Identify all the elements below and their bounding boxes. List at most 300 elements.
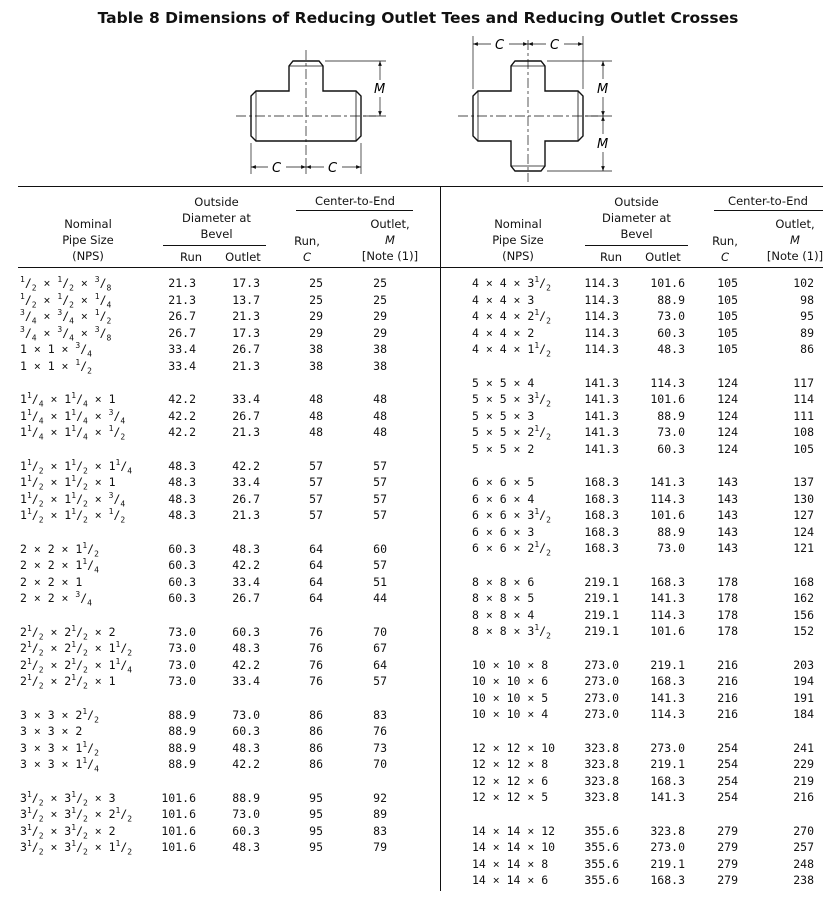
right-cell-outlet: 73.0 (657, 541, 685, 555)
left-cell-c: 48 (309, 425, 323, 439)
left-cell-nps: $1^1/_2 \times 1^1/_2 \times 1$ (20, 474, 116, 492)
right-cell-nps: $5 \times 5 \times 2^1/_2$ (472, 424, 551, 442)
right-cell-nps: 12 × 12 × 8 (472, 757, 549, 771)
left-cell-run: 60.3 (168, 591, 196, 605)
left-cell-run: 26.7 (168, 309, 196, 323)
left-cell-m: 51 (373, 574, 387, 589)
right-cell-nps: $6 \times 6 \times 3^1/_2$ (472, 507, 551, 525)
right-cell-outlet: 88.9 (657, 408, 685, 423)
right-cell-m: 98 (800, 292, 814, 307)
right-cell-nps: $4 \times 4 \times 2^1/_2$ (472, 308, 551, 326)
left-cell-m: 67 (373, 641, 387, 655)
table-row (0, 657, 836, 674)
left-cell-c: 64 (309, 541, 323, 556)
left-cell-run: 42.2 (168, 392, 196, 406)
left-cell-nps: $2 \times 2 \times 1^1/_2$ (20, 540, 99, 558)
left-cell-run: 73.0 (168, 641, 196, 655)
left-cell-outlet: 13.7 (232, 292, 260, 307)
right-cell-m: 238 (793, 873, 814, 887)
right-cell-run: 141.3 (584, 408, 619, 423)
left-cell-m: 38 (373, 358, 387, 373)
table-row (0, 856, 836, 873)
table-row (0, 640, 836, 657)
left-cell-outlet: 73.0 (232, 807, 260, 821)
left-cell-m: 79 (373, 840, 387, 854)
left-cell-nps: $2^1/_2 \times 2^1/_2 \times 2$ (20, 623, 116, 641)
left-cell-m: 60 (373, 541, 387, 556)
left-cell-outlet: 48.3 (232, 840, 260, 854)
left-cell-outlet: 33.4 (232, 475, 260, 489)
right-cell-m: 95 (800, 309, 814, 323)
table-row (0, 441, 836, 458)
table-row (0, 325, 836, 342)
left-cell-outlet: 21.3 (232, 425, 260, 439)
right-cell-outlet: 114.3 (650, 375, 685, 390)
right-cell-m: 219 (793, 773, 814, 788)
left-cell-run: 33.4 (168, 358, 196, 373)
right-cell-m: 108 (793, 425, 814, 439)
right-cell-run: 219.1 (584, 607, 619, 622)
right-cell-outlet: 141.3 (650, 690, 685, 705)
right-cell-outlet: 88.9 (657, 292, 685, 307)
left-cell-m: 48 (373, 408, 387, 423)
right-cell-c: 178 (717, 607, 738, 622)
right-cell-outlet: 141.3 (650, 475, 685, 489)
cross-label-m1: M (597, 82, 609, 97)
left-cell-nps: $1^1/_4 \times 1^1/_4 \times ^3/_4$ (20, 407, 126, 425)
right-cell-outlet: 168.3 (650, 674, 685, 688)
right-cell-nps: 8 × 8 × 6 (472, 574, 535, 589)
right-cell-nps: $8 \times 8 \times 3^1/_2$ (472, 623, 551, 641)
left-cell-m: 38 (373, 342, 387, 356)
left-cell-m: 89 (373, 807, 387, 821)
right-cell-run: 114.3 (584, 276, 619, 290)
left-cell-outlet: 17.3 (232, 276, 260, 290)
right-header-run-c: Run, C (712, 234, 738, 264)
right-cell-outlet: 219.1 (650, 757, 685, 771)
right-cell-outlet: 101.6 (650, 392, 685, 406)
right-cell-m: 241 (793, 740, 814, 755)
left-cell-outlet: 21.3 (232, 309, 260, 323)
left-cell-m: 70 (373, 624, 387, 639)
left-cell-c: 86 (309, 757, 323, 771)
right-cell-m: 257 (793, 840, 814, 854)
left-cell-nps: $^3/_4 \times ^3/_4 \times ^3/_8$ (20, 324, 112, 342)
right-cell-nps: 8 × 8 × 5 (472, 591, 535, 605)
right-cell-nps: 5 × 5 × 4 (472, 375, 535, 390)
right-cell-c: 254 (717, 740, 738, 755)
left-cell-run: 21.3 (168, 276, 196, 290)
right-cell-outlet: 219.1 (650, 856, 685, 871)
left-cell-run: 88.9 (168, 757, 196, 771)
left-cell-outlet: 26.7 (232, 591, 260, 605)
table-row (0, 756, 836, 773)
left-cell-c: 64 (309, 574, 323, 589)
left-cell-nps: 3 × 3 × 2 (20, 724, 83, 738)
right-cell-m: 152 (793, 624, 814, 638)
left-cell-nps: $2 \times 2 \times 1^1/_4$ (20, 557, 99, 575)
left-cell-run: 88.9 (168, 707, 196, 722)
left-cell-run: 48.3 (168, 508, 196, 522)
right-cell-outlet: 101.6 (650, 508, 685, 522)
right-cell-run: 141.3 (584, 441, 619, 456)
left-header-cte: Center-to-End (315, 194, 395, 208)
left-cell-m: 57 (373, 674, 387, 688)
right-cell-outlet: 168.3 (650, 574, 685, 589)
right-cell-c: 254 (717, 773, 738, 788)
right-cell-nps: 10 × 10 × 5 (472, 690, 549, 705)
table-row (0, 424, 836, 441)
left-cell-run: 101.6 (161, 840, 196, 854)
left-cell-nps: $1^1/_2 \times 1^1/_2 \times 1^1/_4$ (20, 457, 133, 475)
right-cell-nps: 10 × 10 × 4 (472, 707, 549, 721)
right-cell-m: 86 (800, 342, 814, 356)
right-cell-c: 178 (717, 574, 738, 589)
left-cell-outlet: 21.3 (232, 358, 260, 373)
right-cell-c: 279 (717, 823, 738, 838)
right-header-run: Run (599, 250, 623, 264)
left-cell-run: 60.3 (168, 541, 196, 556)
left-cell-c: 76 (309, 624, 323, 639)
left-cell-outlet: 60.3 (232, 724, 260, 738)
right-header-outlet-m: Outlet, M [Note (1)] (766, 217, 824, 263)
right-cell-run: 168.3 (584, 475, 619, 489)
left-cell-c: 95 (309, 840, 323, 854)
left-cell-c: 64 (309, 558, 323, 572)
right-cell-m: 191 (793, 690, 814, 705)
right-cell-nps: 12 × 12 × 10 (472, 740, 556, 755)
table-row (0, 607, 836, 624)
left-cell-m: 92 (373, 790, 387, 805)
right-cell-c: 216 (717, 657, 738, 672)
right-cell-c: 124 (717, 425, 738, 439)
table-row (0, 806, 836, 823)
table-row (0, 789, 836, 806)
left-cell-c: 38 (309, 358, 323, 373)
left-cell-nps: $1 \times 1 \times ^1/_2$ (20, 357, 92, 375)
table-row (0, 706, 836, 723)
right-cell-m: 248 (793, 856, 814, 871)
right-cell-m: 111 (793, 408, 814, 423)
left-cell-run: 73.0 (168, 624, 196, 639)
right-cell-m: 194 (793, 674, 814, 688)
left-cell-outlet: 48.3 (232, 541, 260, 556)
right-cell-run: 168.3 (584, 491, 619, 506)
left-cell-run: 101.6 (161, 790, 196, 805)
left-cell-run: 48.3 (168, 491, 196, 506)
left-cell-nps: 2 × 2 × 1 (20, 574, 83, 589)
table-row (0, 458, 836, 475)
right-cell-c: 124 (717, 441, 738, 456)
right-cell-c: 178 (717, 624, 738, 638)
left-cell-m: 83 (373, 823, 387, 838)
left-cell-nps: $1 \times 1 \times ^3/_4$ (20, 341, 92, 359)
right-cell-c: 143 (717, 475, 738, 489)
right-cell-nps: 5 × 5 × 2 (472, 441, 535, 456)
right-cell-c: 124 (717, 392, 738, 406)
right-cell-run: 355.6 (584, 873, 619, 887)
right-cell-run: 168.3 (584, 541, 619, 555)
left-cell-m: 25 (373, 292, 387, 307)
left-cell-run: 101.6 (161, 823, 196, 838)
right-cell-outlet: 114.3 (650, 707, 685, 721)
tee-label-c1: C (272, 161, 282, 176)
right-cell-nps: 14 × 14 × 6 (472, 873, 549, 887)
right-cell-m: 130 (793, 491, 814, 506)
left-cell-m: 57 (373, 558, 387, 572)
right-cell-c: 178 (717, 591, 738, 605)
left-cell-nps: $2^1/_2 \times 2^1/_2 \times 1^1/_2$ (20, 640, 133, 658)
cross-diagram (458, 36, 612, 182)
right-header-od: Outside Diameter at Bevel (602, 195, 671, 241)
left-cell-outlet: 48.3 (232, 641, 260, 655)
left-cell-m: 57 (373, 458, 387, 473)
left-cell-c: 57 (309, 491, 323, 506)
right-cell-outlet: 114.3 (650, 607, 685, 622)
table-row (0, 524, 836, 541)
left-cell-c: 76 (309, 657, 323, 672)
left-cell-c: 95 (309, 790, 323, 805)
left-cell-run: 73.0 (168, 674, 196, 688)
left-cell-outlet: 48.3 (232, 740, 260, 755)
right-cell-c: 105 (717, 276, 738, 290)
table-row (0, 590, 836, 607)
right-cell-c: 143 (717, 508, 738, 522)
right-cell-c: 216 (717, 707, 738, 721)
right-cell-c: 124 (717, 375, 738, 390)
left-cell-c: 29 (309, 325, 323, 340)
right-cell-nps: 6 × 6 × 3 (472, 524, 535, 539)
right-cell-m: 168 (793, 574, 814, 589)
left-cell-outlet: 26.7 (232, 342, 260, 356)
right-cell-outlet: 273.0 (650, 740, 685, 755)
table-row (0, 574, 836, 591)
right-cell-run: 355.6 (584, 840, 619, 854)
left-cell-nps: $3^1/_2 \times 3^1/_2 \times 2$ (20, 822, 116, 840)
right-cell-outlet: 101.6 (650, 624, 685, 638)
right-cell-outlet: 219.1 (650, 657, 685, 672)
table-row (0, 507, 836, 524)
right-cell-m: 162 (793, 591, 814, 605)
table-row (0, 557, 836, 574)
left-cell-c: 86 (309, 707, 323, 722)
left-cell-c: 48 (309, 392, 323, 406)
table-row (0, 292, 836, 309)
left-cell-m: 57 (373, 475, 387, 489)
left-header-nps: Nominal Pipe Size (NPS) (62, 217, 114, 263)
right-cell-run: 219.1 (584, 624, 619, 638)
left-cell-outlet: 88.9 (232, 790, 260, 805)
table-title: Table 8 Dimensions of Reducing Outlet Tees and Reducing Outlet Crosses (97, 9, 739, 27)
table-row (0, 773, 836, 790)
right-cell-run: 323.8 (584, 790, 619, 804)
left-cell-run: 88.9 (168, 740, 196, 755)
cross-label-m2: M (597, 137, 609, 152)
left-cell-nps: $2^1/_2 \times 2^1/_2 \times 1$ (20, 673, 116, 691)
left-cell-outlet: 17.3 (232, 325, 260, 340)
right-cell-nps: 14 × 14 × 8 (472, 856, 549, 871)
right-cell-run: 114.3 (584, 292, 619, 307)
right-cell-run: 273.0 (584, 707, 619, 721)
left-cell-m: 29 (373, 309, 387, 323)
right-cell-nps: 14 × 14 × 10 (472, 840, 556, 854)
right-od-rule (585, 245, 688, 246)
table-row (0, 358, 836, 375)
left-od-rule (163, 245, 266, 246)
right-header-nps: Nominal Pipe Size (NPS) (492, 217, 544, 263)
right-cell-outlet: 114.3 (650, 491, 685, 506)
left-cell-nps: $3^1/_2 \times 3^1/_2 \times 3$ (20, 789, 116, 807)
left-cell-outlet: 33.4 (232, 674, 260, 688)
tee-label-c2: C (328, 161, 338, 176)
right-header-outlet: Outlet (645, 250, 681, 264)
left-cell-run: 21.3 (168, 292, 196, 307)
left-cte-rule (296, 210, 413, 211)
left-header-od: Outside Diameter at Bevel (182, 195, 251, 241)
right-cell-run: 323.8 (584, 757, 619, 771)
left-cell-c: 95 (309, 823, 323, 838)
right-cell-outlet: 101.6 (650, 276, 685, 290)
right-cell-nps: 12 × 12 × 5 (472, 790, 549, 804)
left-header-outlet: Outlet (225, 250, 261, 264)
right-cell-c: 143 (717, 491, 738, 506)
table-row (0, 275, 836, 292)
right-cell-run: 114.3 (584, 325, 619, 340)
right-cell-c: 279 (717, 873, 738, 887)
left-cell-run: 88.9 (168, 724, 196, 738)
right-cell-m: 127 (793, 508, 814, 522)
right-cell-run: 273.0 (584, 674, 619, 688)
right-cell-run: 219.1 (584, 591, 619, 605)
right-cell-m: 229 (793, 757, 814, 771)
left-cell-c: 48 (309, 408, 323, 423)
left-cell-nps: $1^1/_4 \times 1^1/_4 \times ^1/_2$ (20, 424, 126, 442)
table-row (0, 474, 836, 491)
right-cell-nps: $6 \times 6 \times 2^1/_2$ (472, 540, 551, 558)
left-cell-c: 57 (309, 458, 323, 473)
left-cell-m: 83 (373, 707, 387, 722)
left-cell-nps: $2 \times 2 \times ^3/_4$ (20, 590, 92, 608)
left-cell-m: 48 (373, 392, 387, 406)
tee-label-m: M (374, 82, 386, 97)
left-cell-m: 73 (373, 740, 387, 755)
header-bottom-rule (18, 267, 823, 268)
table-row (0, 839, 836, 856)
left-cell-run: 33.4 (168, 342, 196, 356)
right-cell-m: 216 (793, 790, 814, 804)
left-cell-m: 44 (373, 591, 387, 605)
right-cell-m: 270 (793, 823, 814, 838)
right-header-cte: Center-to-End (728, 194, 808, 208)
right-cell-c: 254 (717, 790, 738, 804)
right-cte-rule (714, 210, 823, 211)
left-cell-m: 70 (373, 757, 387, 771)
right-cell-run: 168.3 (584, 508, 619, 522)
right-cell-run: 273.0 (584, 690, 619, 705)
left-cell-outlet: 60.3 (232, 823, 260, 838)
left-cell-c: 29 (309, 309, 323, 323)
left-cell-nps: $3^1/_2 \times 3^1/_2 \times 2^1/_2$ (20, 806, 133, 824)
right-cell-c: 279 (717, 840, 738, 854)
right-cell-m: 117 (793, 375, 814, 390)
table-row (0, 391, 836, 408)
right-cell-run: 323.8 (584, 773, 619, 788)
left-cell-m: 25 (373, 276, 387, 290)
left-cell-c: 86 (309, 724, 323, 738)
left-cell-nps: $3 \times 3 \times 1^1/_4$ (20, 756, 99, 774)
left-cell-outlet: 60.3 (232, 624, 260, 639)
left-cell-c: 38 (309, 342, 323, 356)
right-cell-c: 143 (717, 541, 738, 555)
table-row (0, 740, 836, 757)
left-cell-outlet: 26.7 (232, 491, 260, 506)
right-cell-outlet: 141.3 (650, 790, 685, 804)
left-cell-c: 76 (309, 641, 323, 655)
left-cell-outlet: 33.4 (232, 392, 260, 406)
left-cell-outlet: 42.2 (232, 757, 260, 771)
right-cell-m: 203 (793, 657, 814, 672)
right-cell-m: 137 (793, 475, 814, 489)
left-cell-c: 86 (309, 740, 323, 755)
left-cell-run: 42.2 (168, 408, 196, 423)
table-row (0, 623, 836, 640)
table-row (0, 408, 836, 425)
right-cell-m: 105 (793, 441, 814, 456)
table-row (0, 673, 836, 690)
left-cell-nps: $^1/_2 \times ^1/_2 \times ^3/_8$ (20, 275, 112, 293)
right-cell-nps: $4 \times 4 \times 3^1/_2$ (472, 275, 551, 293)
left-cell-c: 57 (309, 475, 323, 489)
right-cell-outlet: 168.3 (650, 873, 685, 887)
table-row (0, 872, 836, 889)
right-cell-c: 216 (717, 674, 738, 688)
table-row (0, 341, 836, 358)
left-cell-run: 42.2 (168, 425, 196, 439)
right-cell-run: 141.3 (584, 375, 619, 390)
tee-diagram (236, 50, 386, 174)
left-cell-nps: $3 \times 3 \times 1^1/_2$ (20, 739, 99, 757)
left-header-outlet-m: Outlet, M [Note (1)] (361, 217, 419, 263)
right-cell-nps: 14 × 14 × 12 (472, 823, 556, 838)
left-cell-c: 25 (309, 276, 323, 290)
right-cell-outlet: 73.0 (657, 309, 685, 323)
right-cell-c: 105 (717, 325, 738, 340)
right-cell-outlet: 168.3 (650, 773, 685, 788)
right-cell-run: 355.6 (584, 823, 619, 838)
left-cell-run: 48.3 (168, 475, 196, 489)
right-cell-nps: 10 × 10 × 6 (472, 674, 549, 688)
right-cell-outlet: 141.3 (650, 591, 685, 605)
cross-label-c2: C (550, 38, 560, 53)
right-cell-m: 124 (793, 524, 814, 539)
left-cell-c: 25 (309, 292, 323, 307)
right-cell-nps: $5 \times 5 \times 3^1/_2$ (472, 391, 551, 409)
left-cell-run: 26.7 (168, 325, 196, 340)
left-cell-m: 48 (373, 425, 387, 439)
right-cell-outlet: 60.3 (657, 441, 685, 456)
right-cell-outlet: 273.0 (650, 840, 685, 854)
right-cell-run: 273.0 (584, 657, 619, 672)
right-cell-run: 114.3 (584, 342, 619, 356)
left-cell-nps: $^3/_4 \times ^3/_4 \times ^1/_2$ (20, 308, 112, 326)
right-cell-m: 102 (793, 276, 814, 290)
table-row (0, 540, 836, 557)
right-cell-nps: 6 × 6 × 4 (472, 491, 535, 506)
right-cell-c: 105 (717, 292, 738, 307)
right-cell-nps: 6 × 6 × 5 (472, 475, 535, 489)
right-cell-c: 254 (717, 757, 738, 771)
right-cell-m: 114 (793, 392, 814, 406)
